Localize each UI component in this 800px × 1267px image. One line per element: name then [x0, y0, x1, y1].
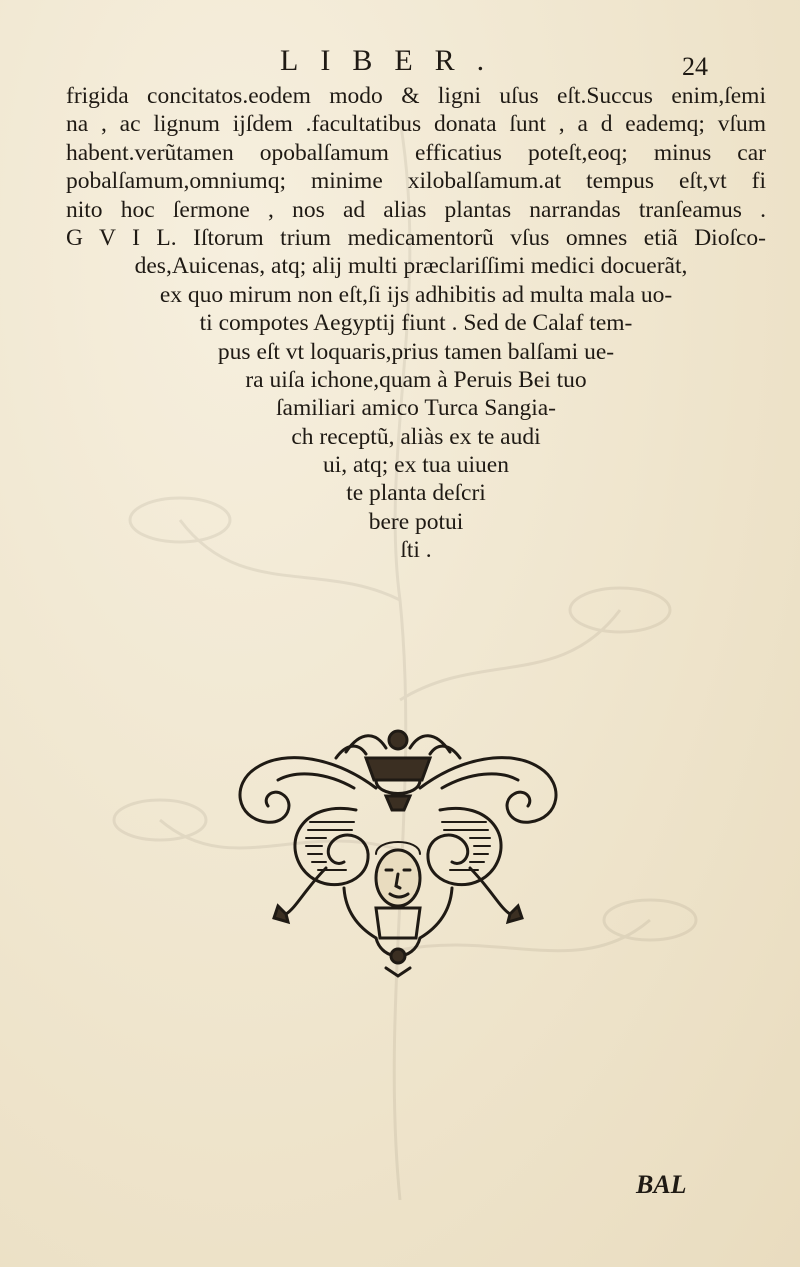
text-line: ti compotes Aegyptij fiunt . Sed de Calaf tem-	[199, 310, 633, 337]
text-line: habent.verũtamen opobalſamum efficatius poteſt,eoq; minus car	[66, 139, 766, 166]
catchword: BAL	[636, 1170, 687, 1199]
text-line: des,Auicenas, atq; alij multi præclariſſimi medici docuerãt,	[134, 253, 688, 280]
text-line: bere potui	[368, 508, 464, 535]
text-line: ch receptũ, aliàs ex te audi	[291, 423, 541, 450]
text-line: G V I L. Iſtorum trium medicamentorũ vſus omnes etiã Dioſco-	[66, 224, 766, 251]
text-line: pus eſt vt loquaris,prius tamen balſami ue-	[217, 338, 615, 365]
text-line: na , ac lignum ijſdem .facultatibus donata ſunt , a d eademq; vſum	[66, 111, 766, 138]
body-text	[66, 82, 766, 565]
text-line: ra uiſa ichone,quam à Peruis Bei tuo	[245, 366, 587, 393]
text-line: ſamiliari amico Turca Sangia-	[276, 395, 556, 422]
text-line: te planta deſcri	[346, 480, 486, 507]
text-line: nito hoc ſermone , nos ad alias plantas narrandas tranſeamus .	[66, 196, 766, 223]
running-title: LIBER.	[280, 44, 507, 77]
text-line: ſti .	[400, 537, 432, 564]
running-head	[0, 44, 800, 84]
woodcut-ornament-icon	[226, 718, 570, 980]
text-line: frigida concitatos.eodem modo & ligni uſus eſt.Succus enim,ſemi	[66, 83, 766, 109]
text-line: pobalſamum,omniumq; minime xilobalſamum.at tempus eſt,vt fi	[66, 168, 766, 195]
text-line: ex quo mirum non eſt,ſi ijs adhibitis ad multa mala uo-	[159, 281, 673, 308]
page-number: 24	[682, 52, 708, 81]
text-line: ui, atq; ex tua uiuen	[323, 452, 509, 479]
